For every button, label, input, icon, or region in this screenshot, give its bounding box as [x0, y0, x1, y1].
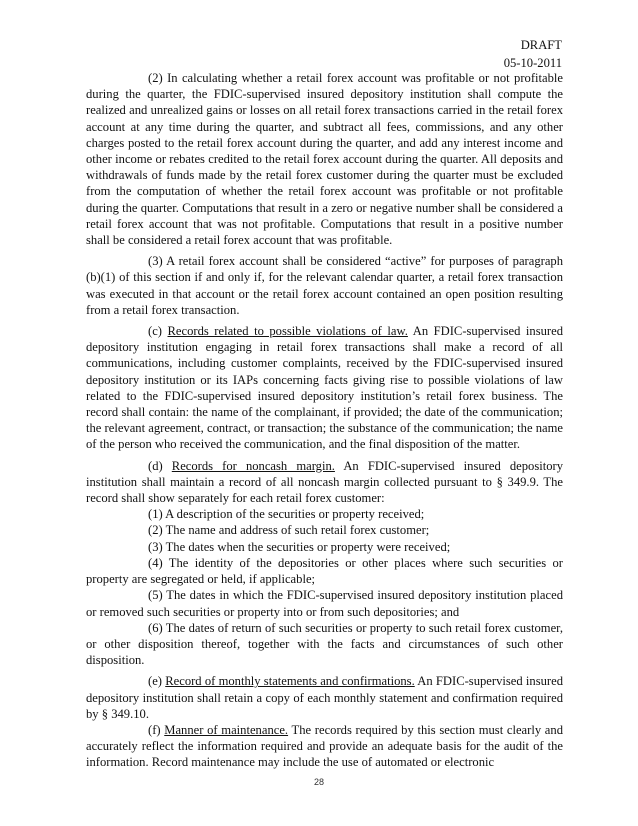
paragraph-f-heading: Manner of maintenance. — [164, 722, 289, 737]
list-item: (5) The dates in which the FDIC-supervised insured depository institution placed or removed such securities or property into or from such depositories; and — [86, 588, 563, 619]
paragraph-f — [86, 722, 563, 771]
draft-date: 05-10-2011 — [503, 56, 562, 70]
page-header — [504, 36, 562, 72]
paragraph-d-heading: Records for noncash margin. — [171, 458, 335, 473]
list-item: (4) The identity of the depositories or other places where such securities or property are segregated or held, if applicable; — [86, 555, 563, 587]
list-item: (3) The dates when the securities or property were received; — [148, 539, 451, 554]
list-item: (1) A description of the securities or property received; — [148, 507, 425, 522]
paragraph-e-prefix: (e) — [148, 674, 166, 689]
document-body — [86, 70, 563, 776]
paragraph-e — [86, 673, 563, 722]
paragraph-d-text: An FDIC-supervised insured depository institution shall maintain a record of all noncash margin collected pursuant to § 349.9. The record shall show separately for each retail forex customer: — [86, 458, 564, 506]
paragraph-f-text: The records required by this section must clearly and accurately reflect the information required and provide an adequate basis for the audit of the information. Record maintenance may include the use of automated or electronic — [86, 722, 563, 770]
paragraph-b3: (3) A retail forex account shall be considered “active” for purposes of paragraph (b)(1) of this section if and only if, for the relevant calendar quarter, a retail forex transaction was executed in that account or the retail forex account contained an open position resulting from a retail forex transaction. — [86, 254, 563, 317]
page-number: 28 — [313, 777, 324, 787]
paragraph-f-prefix: (f) — [148, 722, 165, 737]
draft-label: DRAFT — [520, 38, 562, 52]
paragraph-c — [86, 323, 563, 453]
paragraph-d — [86, 458, 563, 507]
paragraph-c-text: An FDIC-supervised insured depository institution engaging in retail forex transactions shall make a record of all communications, including customer complaints, received by the FDIC-supervised insured depository institution or its IAPs concerning facts giving rise to possible violations of law related to the FDIC-supervised insured depository institution’s retail forex business. The record shall contain: the name of the complainant, if provided; the date of the communication; the relevant agreement, contract, or transaction; the substance of the communication; the name of the person who received the communication, and the final disposition of the matter. — [86, 324, 563, 452]
list-item: (2) The name and address of such retail forex customer; — [148, 523, 430, 538]
paragraph-e-text: An FDIC-supervised insured depository institution shall retain a copy of each monthly statement and confirmation required by § 349.10. — [86, 674, 563, 721]
paragraph-c-heading: Records related to possible violations of law. — [167, 324, 408, 339]
paragraph-d-prefix: (d) — [148, 458, 172, 473]
paragraph-c-prefix: (c) — [148, 324, 168, 339]
paragraph-e-heading: Record of monthly statements and confirmations. — [165, 674, 415, 689]
paragraph-b2: (2) In calculating whether a retail forex account was profitable or not profitable during the quarter, the FDIC-supervised insured depository institution shall compute the realized and unrealized gains or losses on all retail forex transactions carried in the retail forex account at any time during the quarter, and subtract all fees, commissions, and any other charges posted to the retail forex account during the quarter, and add any interest income and other income or rebates credited to the retail forex account during the quarter. All deposits and withdrawals of funds made by the retail forex customer during the quarter must be excluded from the computation of whether the retail forex account was profitable or not profitable during the quarter. Computations that result in a zero or negative number shall be considered a retail forex account that was not profitable. Computations that result in a positive number shall be considered a retail forex account that was profitable. — [86, 71, 563, 248]
list-item: (6) The dates of return of such securities or property to such retail forex customer, or other disposition thereof, together with the facts and circumstances of such other disposition. — [86, 620, 563, 668]
